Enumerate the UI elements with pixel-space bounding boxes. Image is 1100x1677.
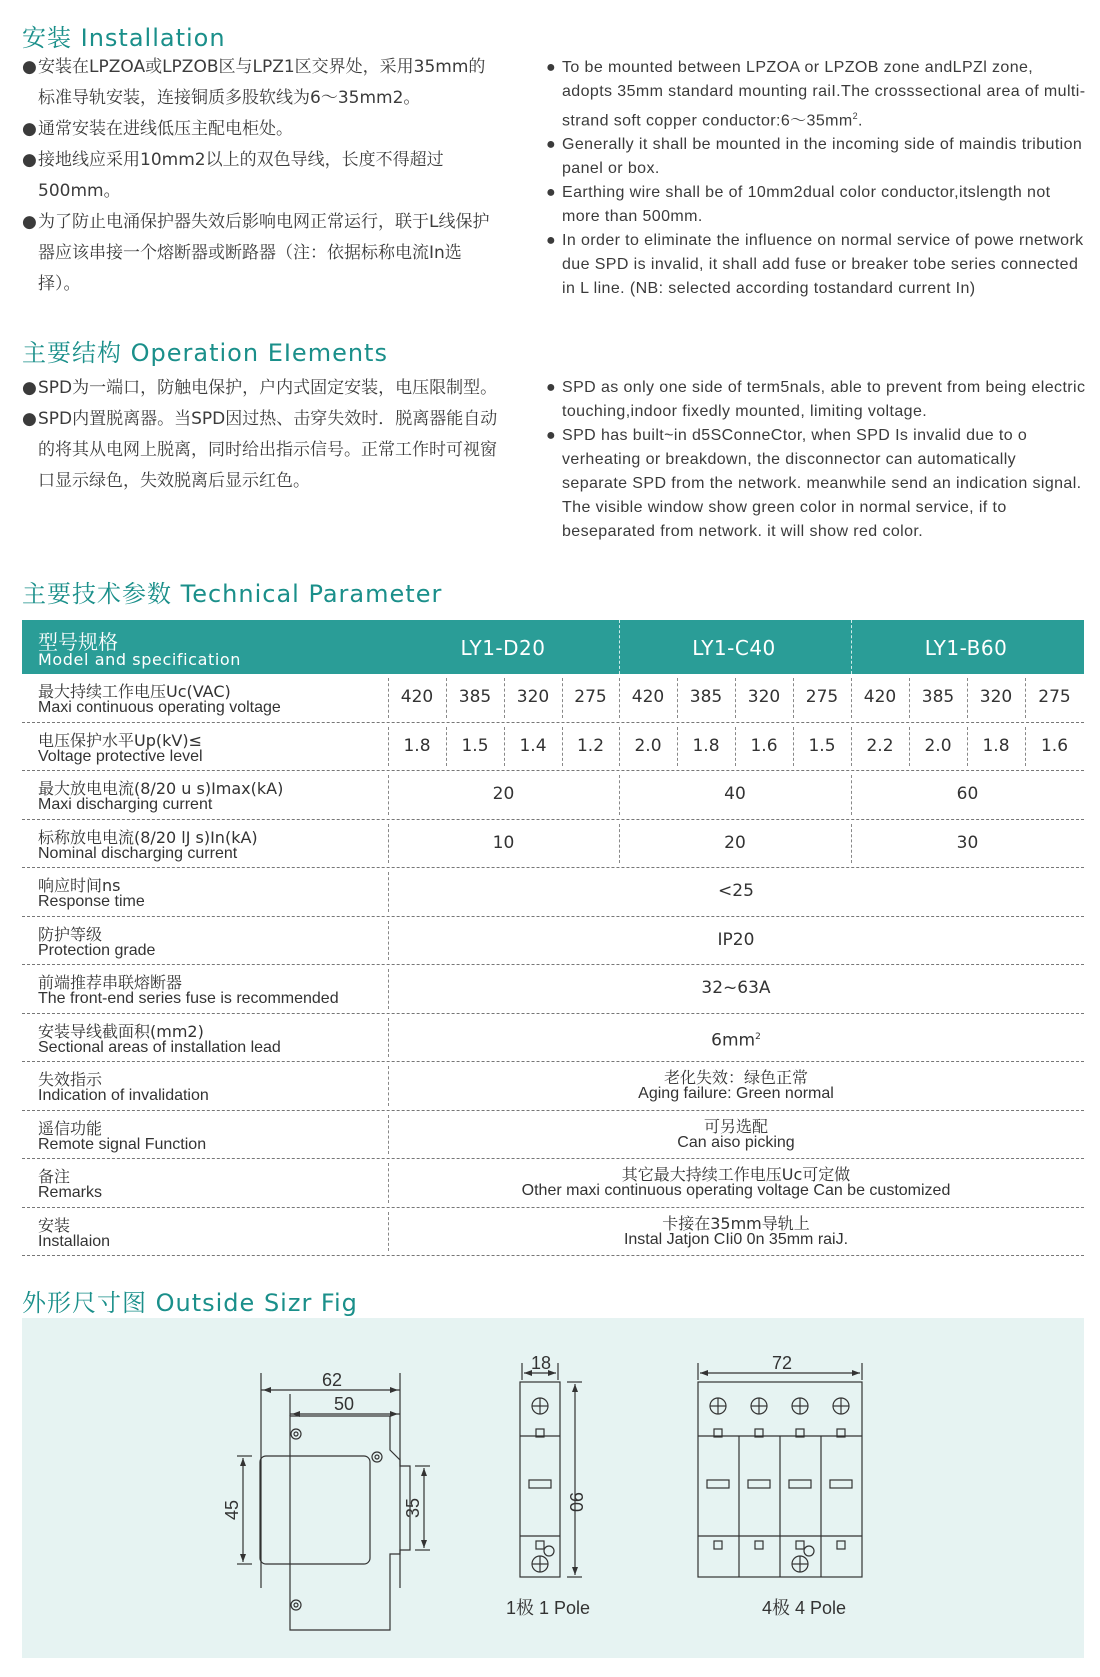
table-cell: 385	[921, 687, 955, 707]
table-row	[22, 917, 1084, 966]
table-cell: $6mm^2$	[711, 1030, 761, 1051]
table-cell: 60	[956, 784, 979, 804]
param-name-en: Indication of invalidation	[38, 1087, 209, 1104]
table-cell: 420	[863, 687, 897, 707]
table-cell: 1.5	[461, 735, 489, 756]
table-cell-zh: 可另选配	[703, 1116, 768, 1136]
table-row	[22, 674, 1084, 723]
table-cell: 275	[805, 687, 839, 707]
list-item: ● 接地线应采用10mm2以上的双色导线，长度不得超过500mm。	[22, 150, 444, 201]
table-cell: 1.8	[982, 735, 1010, 756]
list-item: ● SPD as only one side of term5nals, able to prevent from being electric touching,indoor fixedly mounted, limiting voltage.	[546, 379, 1086, 420]
table-row	[22, 1208, 1084, 1257]
param-name-en: Maxi discharging current	[38, 796, 213, 813]
table-cell: 420	[400, 687, 434, 707]
table-row	[22, 1062, 1084, 1111]
tech-title: 主要技术参数 Technical Parameter	[22, 580, 443, 608]
param-name-zh: 最大持续工作电压Uc(VAC)	[38, 682, 231, 701]
table-cell: 1.4	[519, 735, 547, 756]
table-cell: IP20	[717, 929, 755, 950]
operation-en	[546, 376, 1086, 544]
table-cell: 385	[689, 687, 723, 707]
table-cell: 1.6	[1040, 735, 1069, 756]
param-name-en: The front-end series fuse is recommended	[38, 990, 339, 1007]
param-name-en: Remarks	[38, 1184, 103, 1201]
param-name-en: Installaion	[38, 1232, 111, 1250]
dim-35: 35	[403, 1497, 423, 1518]
table-row	[22, 1111, 1084, 1160]
list-item: ● 为了防止电涌保护器失效后影响电网正常运行，联于L线保护器应该串接一个熔断器或断路器（注：依据标称电流In选择）。	[22, 212, 490, 294]
table-cell-en: Aging failure: Green normal	[638, 1085, 834, 1102]
table-cell-zh: 其它最大持续工作电压Uc可定做	[621, 1165, 851, 1184]
header-en: Model and specification	[38, 650, 242, 669]
table-row	[22, 1014, 1084, 1063]
table-cell: 320	[747, 687, 781, 707]
list-item: ● Earthing wire shall be of 10mm2dual color conductor,itslength not more than 500mm.	[546, 184, 1051, 226]
table-row	[22, 868, 1084, 917]
param-name-zh: 备注	[38, 1167, 71, 1186]
list-item: ● 安装在LPZOA或LPZOB区与LPZ1区交界处，采用35mm的标准导轨安装，连接铜质多股软线为6～35mm2。	[22, 57, 486, 108]
dim-45: 45	[222, 1499, 242, 1520]
dim-62: 62	[322, 1370, 343, 1390]
param-name-zh: 失效指示	[38, 1070, 103, 1089]
table-row	[22, 723, 1084, 772]
model-header: LY1-D20	[460, 636, 546, 660]
model-header: LY1-C40	[692, 636, 776, 660]
header-zh: 型号规格	[38, 630, 118, 654]
param-name-zh: 遥信功能	[38, 1118, 103, 1138]
dim-72: 72	[772, 1353, 793, 1373]
table-cell: 2.2	[866, 735, 894, 756]
param-name-zh: 最大放电电流(8/20 u s)Imax(kA)	[38, 779, 284, 798]
param-name-zh: 防护等级	[38, 924, 103, 944]
installation-title: 安装 Installation	[22, 24, 226, 52]
param-name-zh: 前端推荐串联熔断器	[38, 973, 183, 992]
table-cell: 1.5	[808, 735, 836, 756]
list-item: ● Generally it shall be mounted in the incoming side of maindis tribution panel or box.	[546, 136, 1083, 178]
list-item: ● 通常安装在进线低压主配电柜处。	[22, 119, 293, 139]
installation-en	[546, 56, 1086, 301]
table-cell: 1.8	[403, 735, 431, 756]
outside-title: 外形尺寸图 Outside Sizr Fig	[22, 1289, 358, 1317]
param-name-en: Sectional areas of installation lead	[38, 1038, 281, 1056]
table-cell: 2.0	[924, 735, 952, 756]
table-row	[22, 965, 1084, 1014]
param-name-en: Protection grade	[38, 941, 156, 959]
table-cell: 1.8	[692, 735, 720, 756]
dim-90: 90	[566, 1492, 586, 1513]
table-cell: 320	[979, 687, 1013, 707]
table-cell-en: Instal Jatjon CIi0 0n 35mm raiJ.	[623, 1230, 849, 1248]
param-name-en: Remote signal Function	[38, 1135, 207, 1153]
table-cell: 275	[574, 687, 607, 707]
dim-18: 18	[531, 1353, 552, 1373]
outline-drawing	[22, 1318, 1084, 1658]
table-cell: 1.6	[750, 735, 778, 756]
installation-zh	[22, 52, 500, 300]
table-header	[22, 620, 1084, 674]
table-cell: 30	[956, 832, 979, 853]
pole-4-label: 4极 4 Pole	[762, 1598, 847, 1618]
table-cell: 32~63A	[701, 978, 771, 998]
table-body	[22, 674, 1084, 1256]
param-name-en: Nominal discharging current	[38, 844, 238, 862]
param-name-en: Maxi continuous operating voltage	[38, 699, 281, 716]
param-name-zh: 电压保护水平Up(kV)≤	[38, 730, 202, 750]
outline-drawing-panel	[22, 1318, 1084, 1658]
table-row	[22, 771, 1084, 820]
table-cell: 20	[724, 832, 746, 853]
table-cell: 420	[631, 687, 665, 707]
model-header: LY1-B60	[924, 636, 1008, 660]
table-cell: 320	[516, 687, 550, 707]
table-cell-en: Can aiso picking	[677, 1133, 795, 1151]
table-cell-zh: 老化失效：绿色正常	[663, 1068, 808, 1087]
table-row	[22, 820, 1084, 869]
table-cell: 1.2	[576, 735, 605, 756]
table-cell: 275	[1038, 687, 1071, 707]
param-name-zh: 安装导线截面积(mm2)	[38, 1021, 204, 1041]
param-name-zh: 安装	[38, 1215, 71, 1235]
parameter-table	[22, 620, 1084, 1256]
pole-1-label: 1极 1 Pole	[506, 1598, 591, 1618]
table-cell: <25	[718, 881, 754, 901]
table-cell: 20	[492, 784, 515, 804]
table-cell: 40	[724, 784, 746, 804]
table-cell-zh: 卡接在35mm导轨上	[662, 1213, 810, 1233]
list-item: ● In order to eliminate the influence on normal service of powe rnetwork due SPD is invalid, it shall add fuse or breaker tobe series connected in L line. (NB: selected according tostandard current In)	[546, 232, 1084, 298]
list-item: ● SPD内置脱离器。当SPD因过热、击穿失效时．脱离器能自动的将其从电网上脱离，同时给出指示信号。正常工作时可视窗口显示绿色，失效脱离后显示红色。	[22, 409, 498, 491]
operation-title: 主要结构 Operation EIements	[22, 339, 388, 367]
param-name-en: Response time	[38, 893, 145, 910]
list-item: ● SPD为一端口，防触电保护，户内式固定安装，电压限制型。	[22, 378, 498, 398]
table-row	[22, 1159, 1084, 1208]
list-item: ● To be mounted between LPZOA or LPZOB zone andLPZl zone, adopts 35mm standard mounting raiI.The crosssectional area of multi-strand soft copper $conductor:6\sim 35mm^2$.	[546, 59, 1086, 130]
list-item: ● SPD has built~in d5SConneCtor, when SPD Is invalid due to o verheating or breakdown, the disconnector can automatically separate SPD from the network. meanwhile send an indication signal. The visible window show green color in normal service, if to beseparated from network. it will show red color.	[546, 427, 1082, 540]
param-name-en: Voltage protective level	[38, 747, 203, 765]
param-name-zh: 响应时间ns	[38, 876, 121, 895]
table-cell-en: Other maxi continuous operating voltage Can be customized	[521, 1182, 951, 1199]
operation-zh	[22, 373, 500, 497]
dim-50: 50	[334, 1394, 355, 1414]
table-cell: 2.0	[634, 735, 662, 756]
table-cell: 385	[458, 687, 492, 707]
table-cell: 10	[492, 832, 515, 853]
param-name-zh: 标称放电电流(8/20 lJ s)In(kA)	[38, 827, 258, 847]
